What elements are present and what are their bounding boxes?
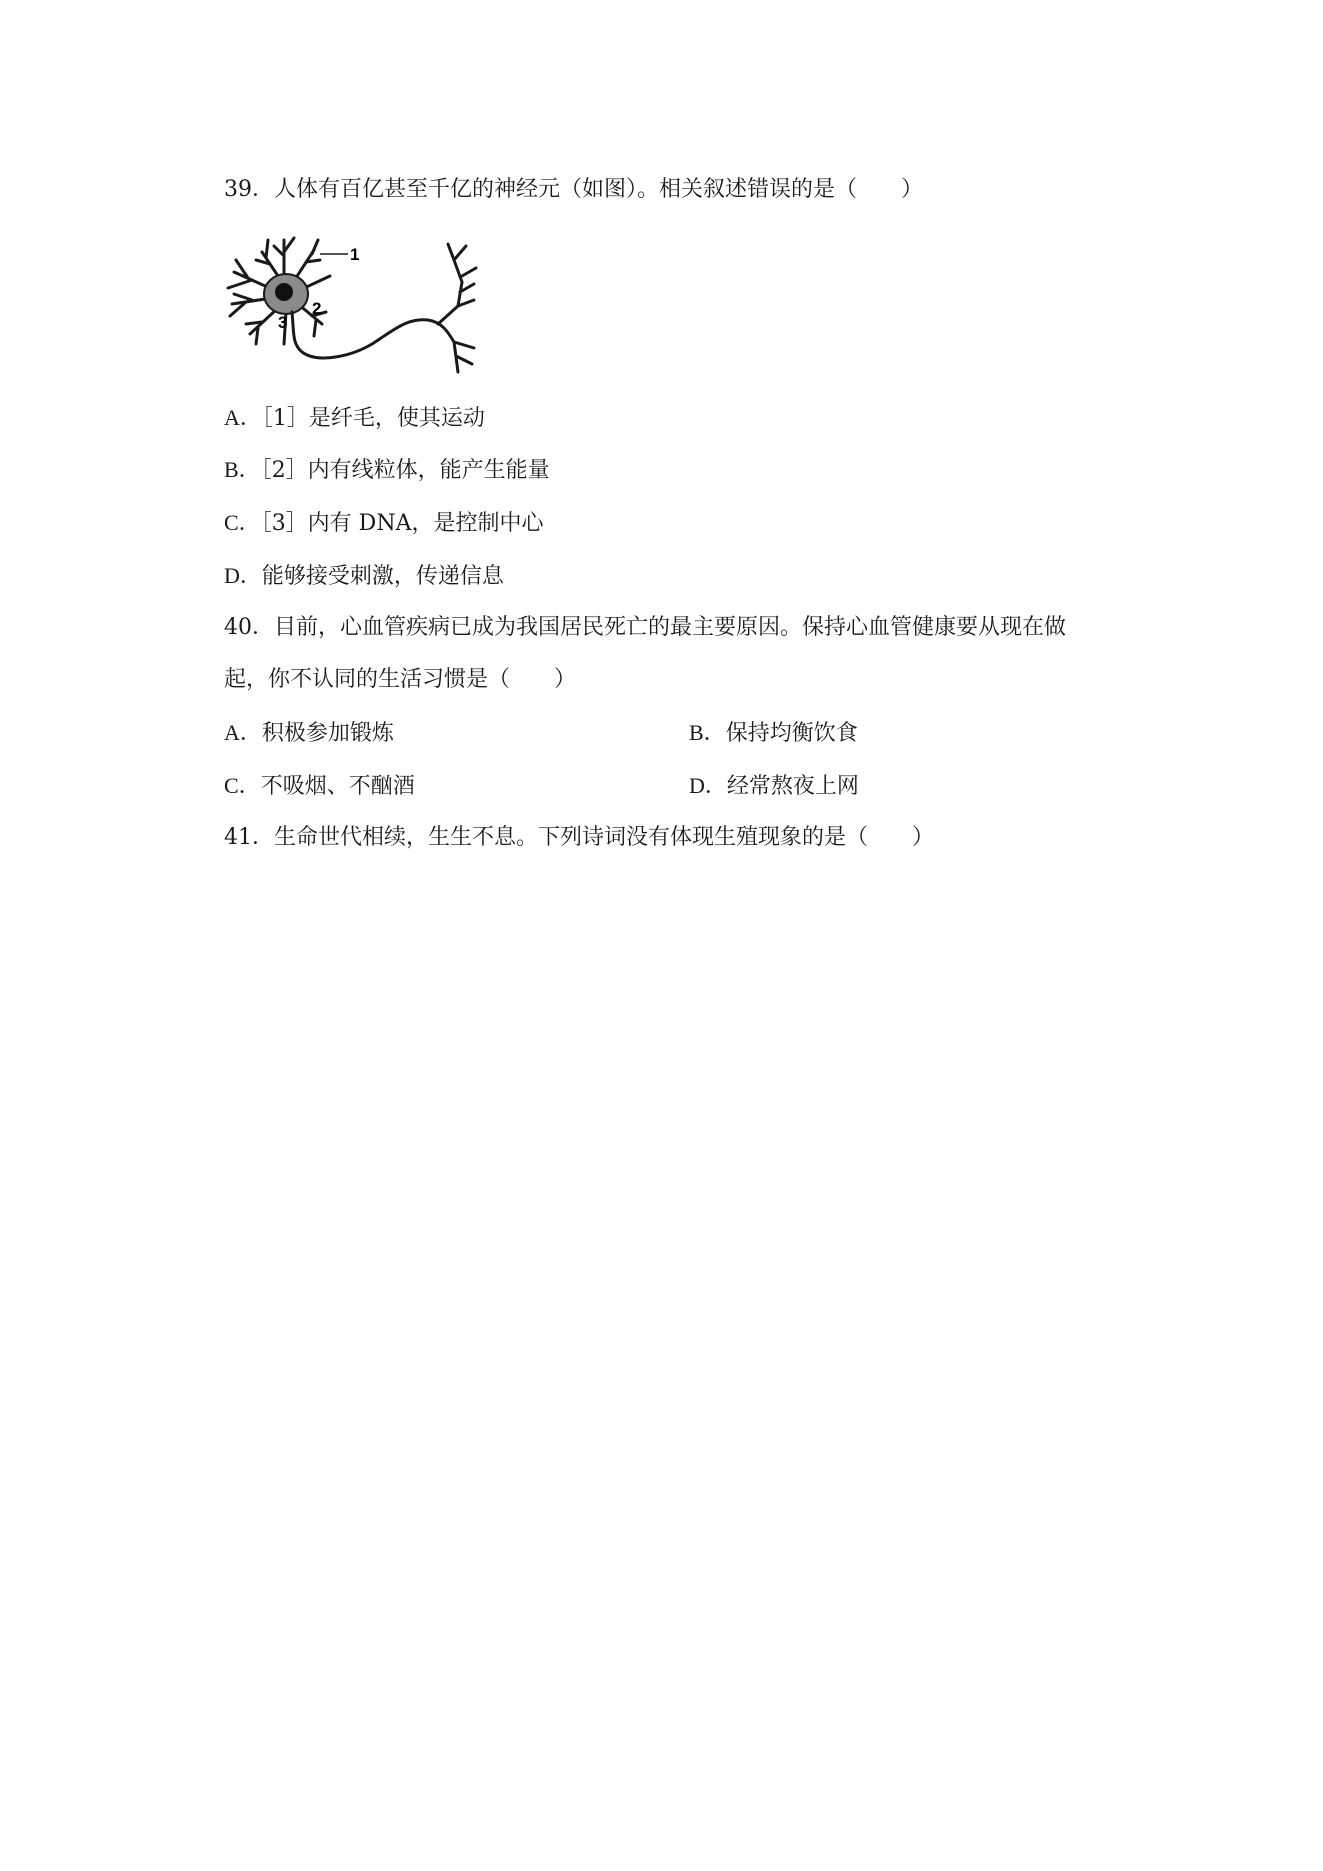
option-text: 经常熬夜上网 [726,774,859,799]
q39-stem: 39．人体有百亿甚至千亿的神经元（如图）。相关叙述错误的是（ ） [224,177,923,202]
option-label: D． [689,773,727,798]
q39-option-a [224,403,485,434]
option-text: 保持均衡饮食 [725,721,858,746]
q41-stem: 41．生命世代相续，生生不息。下列诗词没有体现生殖现象的是（ ） [224,825,934,850]
option-label: A． [224,720,262,745]
q40-stem-line2: 起，你不认同的生活习惯是（ ） [224,667,577,692]
option-label: D． [224,563,262,588]
figure-label-3: 3 [278,313,288,332]
option-text: ［1］是纤毛，使其运动 [261,406,485,431]
option-text: ［3］内有 DNA，是控制中心 [260,511,544,536]
q40-stem-line1: 40．目前，心血管疾病已成为我国居民死亡的最主要原因。保持心血管健康要从现在做 [224,615,1066,640]
neuron-figure [222,232,482,382]
q39-option-b [224,455,550,486]
q40-option-b [689,718,858,749]
option-label: C． [224,773,261,798]
option-text: 不吸烟、不酗酒 [260,774,415,799]
figure-label-2: 2 [312,299,322,318]
q39-option-c [224,508,543,539]
option-label: C． [224,510,261,535]
option-text: 能够接受刺激，传递信息 [261,564,504,589]
option-label: B． [689,720,726,745]
q39-option-d [224,561,504,592]
option-label: B． [224,457,261,482]
q40-option-a [224,718,394,749]
figure-label-1: 1 [350,245,360,264]
option-text: ［2］内有线粒体，能产生能量 [260,458,550,483]
option-label: A． [224,405,262,430]
option-text: 积极参加锻炼 [261,721,394,746]
q40-option-c [224,771,415,802]
q40-option-d [689,771,859,802]
